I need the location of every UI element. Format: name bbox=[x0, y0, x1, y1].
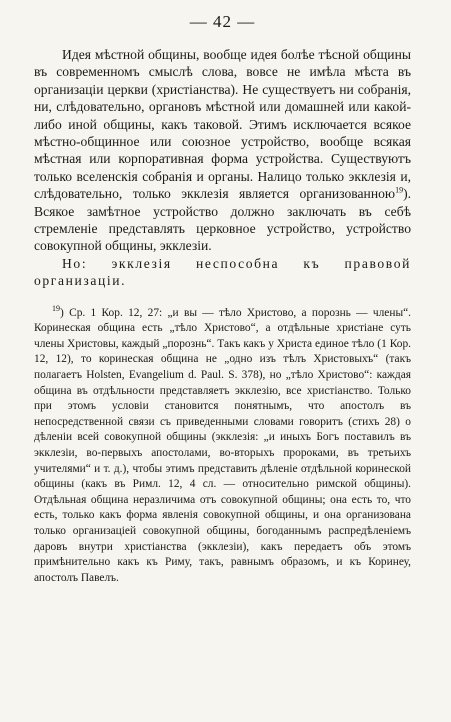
footnote-reference: 19 bbox=[395, 185, 404, 195]
paragraph-2: Но: экклезія неспособна къ правовой организаціи. bbox=[34, 255, 411, 289]
footnote-marker: 19 bbox=[52, 303, 60, 313]
footnotes bbox=[34, 303, 411, 587]
footnote-19 bbox=[34, 303, 411, 587]
main-text bbox=[34, 46, 411, 290]
page-number: — 42 — bbox=[189, 12, 256, 31]
paragraph-1 bbox=[34, 46, 411, 255]
paragraph-1-text: Идея мѣстной общины, вообще идея болѣе тѣсной общины въ современномъ смыслѣ слова, вовсе не имѣла мѣста въ организаціи церкви (христіанства). Не существуетъ ни собранія, ни, слѣдовательно, органовъ мѣстной или домашней или какой-либо иной общины, какъ таковой. Этимъ исключается всякое мѣстно-общинное или союзное устройство, вообще всякая мѣстная или корпоративная форма устройства. Существуютъ только вселенскія собранія и органы. Налицо только экклезія и, слѣдовательно, только экклезія является организованною bbox=[34, 47, 411, 202]
footnote-text: ) Ср. 1 Кор. 12, 27: „и вы — тѣло Христово, а порознь — члены“. Коринеская община есть „тѣло Христово“, а отдѣльные христіане суть члены Христовы, каждый „порознь“. Такъ какъ у Христа единое тѣло (1 Кор. 12, 12), то коринеская община не „одно изъ тѣлъ Христовыхъ“ (такъ полагаетъ Holsten, Evangelium d. Paul. S. 378), но „тѣло Христово“: каждая община въ отдѣльности представляетъ экклезію, все христіанство. Только при этомъ условіи становится понятнымъ, что апостолъ въ непосредственной связи съ приведенными словами говоритъ (стихъ 28) о дѣленіи всей совокупной общины (экклезія: „и иныхъ Богъ поставилъ въ экклезіи, во-первыхъ апостолами, во-вторыхъ пророками, въ третьихъ учителями“ и т. д.), чтобы этимъ представить дѣленіе отдѣльной коринеской общины (какъ въ Римл. 12, 4 сл. — относительно римской общины). Отдѣльная община неразличима отъ совокупной общины; она есть то, что есть, только какъ форма явленія совокупной общины, и она организована только организаціей совокупной общины, богоданнымъ распредѣленіемъ даровъ внутри христіанства (экклезіи), какъ передаетъ объ этомъ примѣнительно какъ къ Риму, такъ, равнымъ образомъ, и къ Коринеу, апостолъ Павелъ. bbox=[34, 306, 411, 584]
paragraph-1-continuation: ). Всякое замѣтное устройство должно заключать въ себѣ стремленіе представлять церковное устройство, устройство совокупной общины, экклезіи. bbox=[34, 186, 411, 254]
